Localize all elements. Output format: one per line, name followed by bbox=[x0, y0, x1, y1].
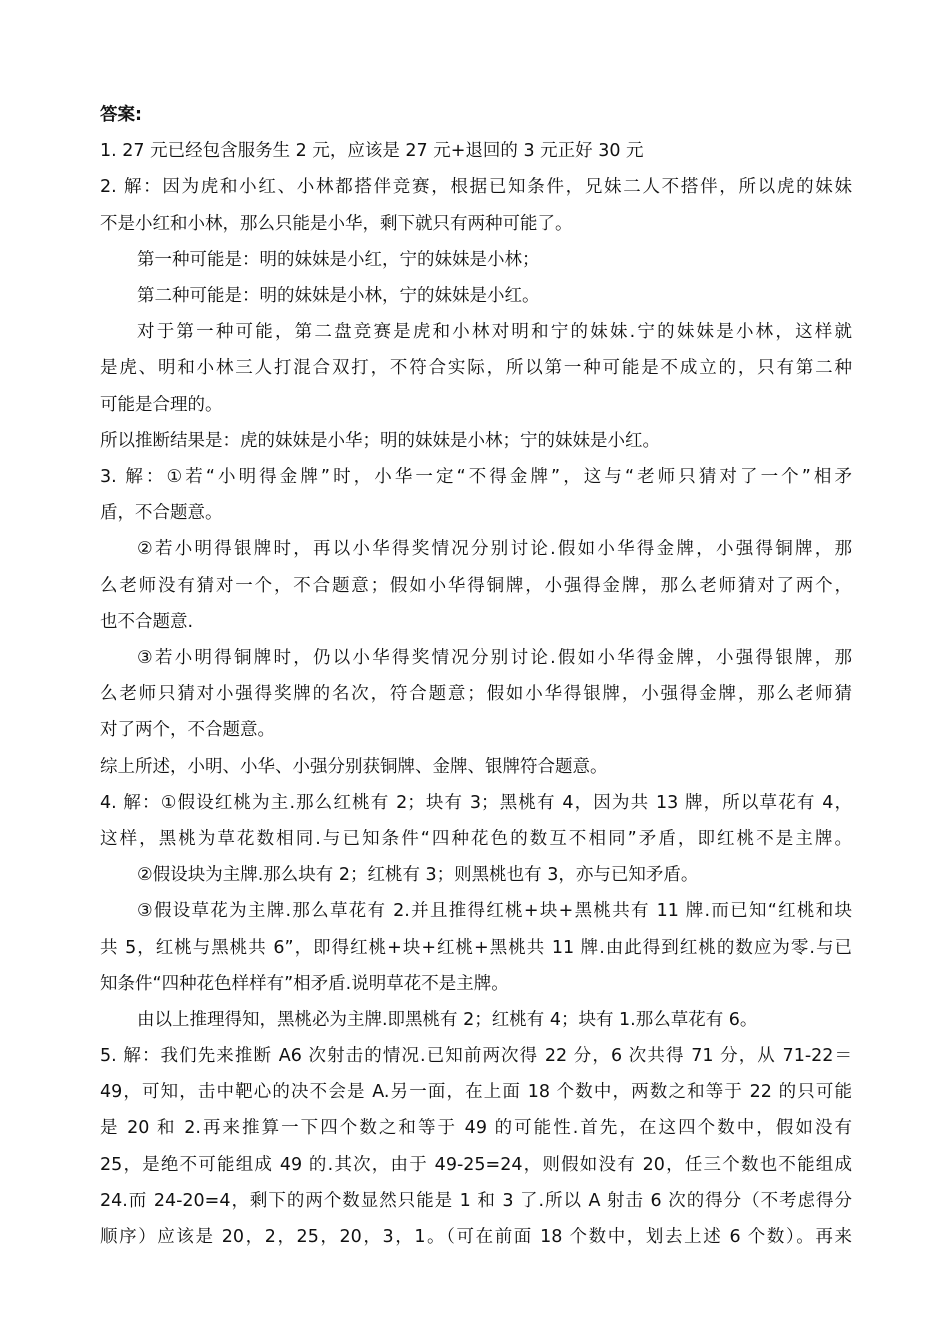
text-line: 1. 27 元已经包含服务生 2 元，应该是 27 元+退回的 3 元正好 30 元 bbox=[100, 141, 644, 162]
text-line: 所以推断结果是：虎的妹妹是小华；明的妹妹是小林；宁的妹妹是小红。 bbox=[100, 430, 660, 451]
answer-heading: 答案: bbox=[100, 105, 142, 125]
text-line: 么老师没有猜对一个，不合题意；假如小华得铜牌，小强得金牌，那么老师猜对了两个， bbox=[100, 575, 852, 596]
text-line: 可能是合理的。 bbox=[100, 394, 223, 415]
text-line: 对于第一种可能，第二盘竞赛是虎和小林对明和宁的妹妹.宁的妹妹是小林，这样就 bbox=[137, 322, 852, 343]
text-line: ③假设草花为主牌.那么草花有 2.并且推得红桃+块+黑桃共有 11 牌.而已知“红桃和块 bbox=[137, 901, 852, 922]
text-line: 由以上推理得知，黑桃必为主牌.即黑桃有 2；红桃有 4；块有 1.那么草花有 6。 bbox=[137, 1009, 758, 1030]
text-line: 3. 解：①若“小明得金牌”时，小华一定“不得金牌”，这与“老师只猜对了一个”相矛 bbox=[100, 466, 852, 487]
text-line: ③若小明得铜牌时，仍以小华得奖情况分别讨论.假如小华得金牌，小强得银牌，那 bbox=[137, 647, 852, 668]
text-line: 盾，不合题意。 bbox=[100, 503, 223, 524]
answer-content bbox=[100, 97, 852, 1255]
text-line: 第二种可能是：明的妹妹是小林，宁的妹妹是小红。 bbox=[137, 286, 540, 306]
text-line: 24.而 24-20=4，剩下的两个数显然只能是 1 和 3 了.所以 A 射击 6 次的得分（不考虑得分 bbox=[100, 1190, 852, 1211]
text-line: 25，是绝不可能组成 49 的.其次，由于 49-25=24，则假如没有 20，任三个数也不能组成 bbox=[100, 1154, 852, 1175]
text-line: 不是小红和小林，那么只能是小华，剩下就只有两种可能了。 bbox=[100, 213, 573, 234]
text-line: ②若小明得银牌时，再以小华得奖情况分别讨论.假如小华得金牌，小强得铜牌，那 bbox=[137, 539, 852, 560]
text-line: 共 5，红桃与黑桃共 6”，即得红桃+块+红桃+黑桃共 11 牌.由此得到红桃的数应为零.与已 bbox=[100, 937, 852, 958]
text-line: 4. 解：①假设红桃为主.那么红桃有 2；块有 3；黑桃有 4，因为共 13 牌，所以草花有 4， bbox=[100, 792, 852, 813]
text-line: 2. 解：因为虎和小红、小林都搭伴竞赛，根据已知条件，兄妹二人不搭伴，所以虎的妹妹 bbox=[100, 177, 852, 198]
text-line: 第一种可能是：明的妹妹是小红，宁的妹妹是小林； bbox=[137, 249, 540, 270]
text-line: 是虎、明和小林三人打混合双打，不符合实际，所以第一种可能是不成立的，只有第二种 bbox=[100, 358, 852, 379]
text-line: 是 20 和 2.再来推算一下四个数之和等于 49 的可能性.首先，在这四个数中，假如没有 bbox=[100, 1118, 852, 1139]
text-line: 5. 解：我们先来推断 A6 次射击的情况.已知前两次得 22 分，6 次共得 71 分，从 71-22＝ bbox=[100, 1046, 852, 1067]
text-line: 知条件“四种花色样样有”相矛盾.说明草花不是主牌。 bbox=[100, 973, 509, 994]
text-line: 综上所述，小明、小华、小强分别获铜牌、金牌、银牌符合题意。 bbox=[100, 756, 608, 777]
text-line: 顺序）应该是 20，2，25，20，3，1。（可在前面 18 个数中，划去上述 6 个数）。再来 bbox=[100, 1227, 852, 1248]
text-line: ②假设块为主牌.那么块有 2；红桃有 3；则黑桃也有 3，亦与已知矛盾。 bbox=[137, 865, 699, 886]
text-line: 么老师只猜对小强得奖牌的名次，符合题意；假如小华得银牌，小强得金牌，那么老师猜 bbox=[100, 684, 852, 705]
answer-body bbox=[100, 133, 852, 1255]
text-line: 也不合题意. bbox=[100, 611, 194, 632]
text-line: 对了两个，不合题意。 bbox=[100, 720, 275, 741]
text-line: 49，可知，击中靶心的决不会是 A.另一面，在上面 18 个数中，两数之和等于 22 的只可能 bbox=[100, 1082, 852, 1103]
text-line: 这样，黑桃为草花数相同.与已知条件“四种花色的数互不相同”矛盾，即红桃不是主牌。 bbox=[100, 828, 852, 849]
